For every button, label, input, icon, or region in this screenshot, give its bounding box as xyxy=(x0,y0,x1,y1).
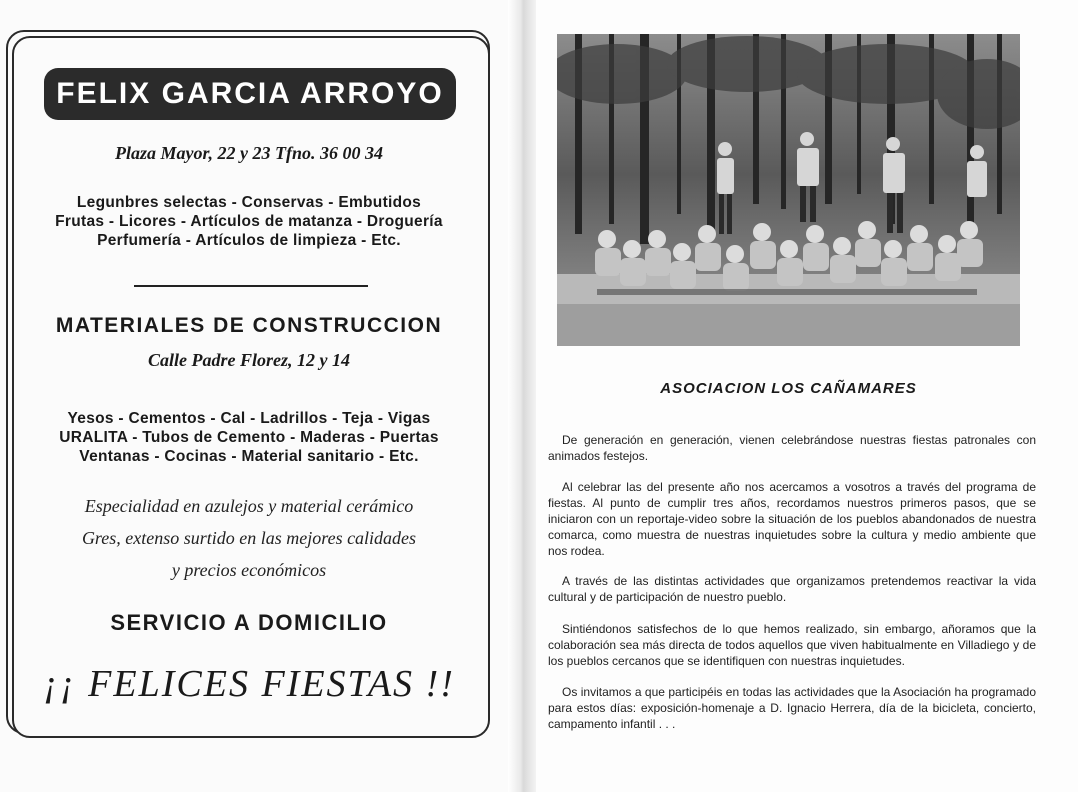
group-photo xyxy=(557,34,1020,346)
article-paragraph xyxy=(548,432,1036,464)
article-paragraph xyxy=(548,479,1036,559)
paragraph-text: Os invitamos a que participéis en todas las actividades que la Asociación ha programado para estos días: exposición-homenaje a D. Ignacio Herrera, día de la bicicleta, concierto, campamento infantil . . . xyxy=(548,685,1036,731)
page-gutter xyxy=(508,0,536,792)
article-paragraph xyxy=(548,573,1036,605)
paragraph-text: Sintiéndonos satisfechos de lo que hemos realizado, sin embargo, añoramos que la colaboración sea más directa de todos aquellos que viven habitualmente en Villadiego y de los pueblos cercanos que se identifiquen con nuestras inquietudes. xyxy=(548,622,1036,668)
materials-line: Yesos - Cementos - Cal - Ladrillos - Teja - Vigas xyxy=(67,410,431,427)
article-paragraph xyxy=(548,621,1036,669)
product-line: Perfumería - Artículos de limpieza - Etc. xyxy=(97,232,401,249)
store-address: Plaza Mayor, 22 y 23 Tfno. 36 00 34 xyxy=(115,143,383,163)
greeting-text: ¡¡ FELICES FIESTAS !! xyxy=(43,663,455,705)
divider-line xyxy=(134,285,368,287)
materials-line: URALITA - Tubos de Cemento - Maderas - Puertas xyxy=(59,429,439,446)
owner-name: FELIX GARCIA ARROYO xyxy=(56,77,444,110)
warehouse-address: Calle Padre Florez, 12 y 14 xyxy=(148,350,350,370)
product-list xyxy=(12,193,486,250)
article-paragraph xyxy=(548,684,1036,732)
materials-list xyxy=(12,409,486,466)
specialty-line: Especialidad en azulejos y material cerámico xyxy=(84,496,414,516)
materials-line: Ventanas - Cocinas - Material sanitario - Etc. xyxy=(79,448,419,465)
paragraph-text: Al celebrar las del presente año nos acercamos a vosotros a través del programa de fiestas. Al punto de cumplir tres años, recordamos nuestros primeros pasos, que se iniciaron con un reportaje-video sobre la situación de los pueblos abandonados de nuestra comarca, como muestra de nuestras inquietudes sobre la cultura y medio ambiente que nos rodea. xyxy=(548,480,1036,558)
specialty-line: y precios económicos xyxy=(171,560,327,580)
specialty-line: Gres, extenso surtido en las mejores calidades xyxy=(81,528,417,548)
product-line: Frutas - Licores - Artículos de matanza - Droguería xyxy=(55,213,443,230)
paragraph-text: De generación en generación, vienen celebrándose nuestras fiestas patronales con animados festejos. xyxy=(548,433,1036,463)
photo-illustration xyxy=(557,34,1020,346)
specialty-text xyxy=(12,490,486,586)
article-title: ASOCIACION LOS CAÑAMARES xyxy=(660,380,917,397)
construction-title: MATERIALES DE CONSTRUCCION xyxy=(55,314,443,337)
owner-banner xyxy=(44,68,456,120)
product-line: Legunbres selectas - Conservas - Embutidos xyxy=(76,194,422,211)
paragraph-text: A través de las distintas actividades que organizamos pretendemos reactivar la vida cultural y de participación de nuestro pueblo. xyxy=(548,574,1036,604)
home-delivery-heading: SERVICIO A DOMICILIO xyxy=(110,610,388,635)
